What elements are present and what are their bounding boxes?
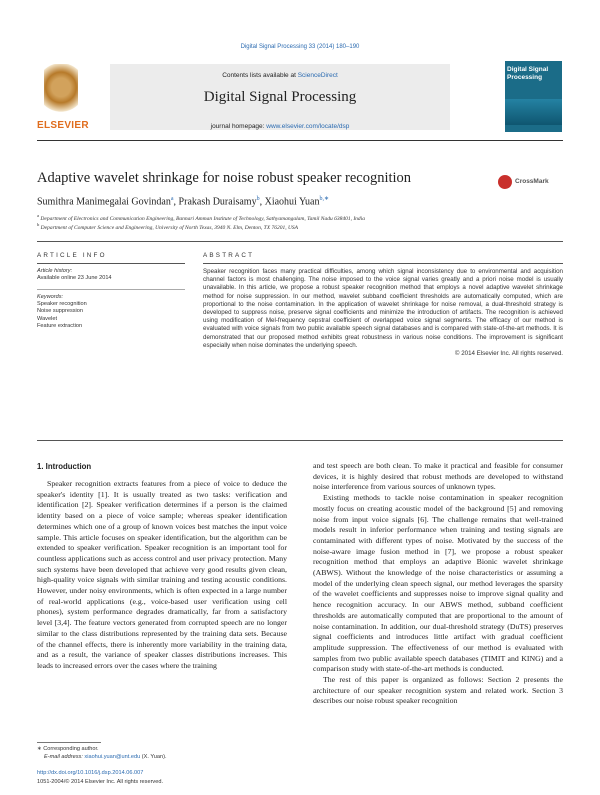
divider: [203, 263, 563, 264]
author-list: Sumithra Manimegalai Govindan$^a$, Prakash Duraisamy$^b$, Xiaohui Yuan$^{b,∗}$: [37, 196, 330, 208]
corresponding-author-note: ∗ Corresponding author.: [37, 746, 99, 752]
keyword: Speaker recognition: [37, 301, 87, 308]
homepage-link[interactable]: www.elsevier.com/locate/dsp: [266, 123, 350, 130]
divider: [37, 440, 563, 441]
body-column-right: [313, 461, 563, 707]
journal-cover-art: [505, 99, 562, 125]
crossmark-label[interactable]: CrossMark: [515, 178, 549, 185]
doi-link[interactable]: http://dx.doi.org/10.1016/j.dsp.2014.06.007: [37, 770, 144, 776]
sciencedirect-link[interactable]: ScienceDirect: [297, 72, 338, 79]
keyword: Feature extraction: [37, 322, 83, 329]
abstract-label: ABSTRACT: [203, 252, 255, 259]
article-history: Article history: Available online 23 June 2014: [37, 268, 112, 282]
keyword: Noise suppression: [37, 308, 84, 315]
abstract-body: Speaker recognition faces many practical difficulties, among which signal inconsistency due to environmental and acquisition channel factors is most challenging. The noise imposed to the voice signal varies greatly and a priori noise model is usually unavailable. In this article, we propose a robust speaker recognition method that employs a novel adaptive wavelet shrinkage method for noise suppression. In our method, wavelet subband coefficient thresholds are automatically computed, which are proportional to the noise contamination. In the application of wavelet shrinkage for noise removal, a dual-threshold strategy is developed to suppress noise, preserve signal coefficients and minimize the introduction of artifacts. The recognition is achieved using modification of Mel-frequency cepstral coefficient of overlapped voice signal segments. The efficacy of our method is evaluated with voice signals from two public available speech signal databases and is compared with state-of-the-art methods. It is demonstrated that our proposed method exhibits great robustness in various noise conditions. The improvement is significant especially when noise dominates the underlying speech. © 2014 Elsevier Inc. All rights reserved.: [203, 268, 563, 358]
email-link[interactable]: xiaohui.yuan@unt.edu: [84, 754, 141, 760]
author-name: Prakash Duraisamy: [178, 196, 257, 208]
elsevier-tree-logo: [44, 64, 78, 116]
abstract-copyright: © 2014 Elsevier Inc. All rights reserved.: [454, 350, 563, 358]
paragraph: Existing methods to tackle noise contamination in speaker recognition mostly focus on creating acoustic model of the background [5] and removing noise from input voice signals [6]. The challenge remains that well-trained models result in inferior performance when training and testing signals are contaminated with different types of noise. Motivated by the success of the noise-aware image fusion method in [7], we propose a robust speaker recognition method that employs an adaptive Bionic wavelet shrinkage (ABWS). Without the knowledge of the noise characteristics or assuming a model of the underlying clean speech signal, our method leverages the sparsity of the wavelet coefficients and suppresses noise to improve signal quality and hence recognition accuracy. In our ABWS method, subband coefficient thresholds are automatically computed that are proportional to the amount of noise contamination. In addition, our dual-threshold strategy (DuTS) preserves signal coefficients and introduces little artifact with gradual coefficient amplitude suppression. The effectiveness of our method is evaluated with samples from two public available speech databases (TIMIT and KING) and a comparison study with state-of-the-art methods is conducted.: [313, 493, 563, 674]
section-heading: 1. Introduction: [37, 462, 92, 471]
footnote-rule: [37, 742, 101, 743]
paragraph: and test speech are both clean. To make it practical and feasible for consumer devices, it is highly desired that robust methods are developed to withstand noise interference from various sources of unknown types.: [313, 461, 563, 492]
article-info-label: ARTICLE INFO: [37, 252, 107, 259]
divider: [37, 263, 185, 264]
body-column-left: [37, 479, 287, 672]
divider: [37, 289, 185, 290]
journal-reference[interactable]: Digital Signal Processing 33 (2014) 180–190: [240, 44, 360, 50]
affiliation: $^b$ Department of Computer Science and Engineering, University of North Texas, 3940 N. Elm, Denton, TX 76201, USA: [37, 222, 299, 231]
author-name: Sumithra Manimegalai Govindan: [37, 196, 171, 208]
author-affil-link[interactable]: b,∗: [319, 196, 330, 202]
keywords: Keywords: Speaker recognition Noise suppression Wavelet Feature extraction: [37, 294, 185, 330]
issn-line: 1051-2004/© 2014 Elsevier Inc. All rights reserved.: [37, 779, 164, 785]
author-affil-link[interactable]: a: [170, 196, 174, 202]
keyword: Wavelet: [37, 315, 57, 322]
email-note: E-mail address: xiaohui.yuan@unt.edu (X. Yuan).: [44, 754, 167, 760]
affiliation: $^a$ Department of Electronics and Communication Engineering, Bannari Amman Institute of Technology, Sathyamangalam, Tamil Nadu 638401, India: [37, 213, 365, 222]
crossmark-icon[interactable]: [498, 175, 512, 189]
publisher-logo-text: ELSEVIER: [37, 120, 89, 131]
article-title: Adaptive wavelet shrinkage for noise robust speaker recognition: [37, 170, 412, 186]
journal-cover-title: Digital Signal Processing: [507, 66, 549, 81]
contents-line: Contents lists available at ScienceDirect: [222, 72, 338, 79]
paragraph: Speaker recognition extracts features from a piece of voice to deduce the speaker's identity [1]. It is usually treated as two tasks: verification and identification [2]. Speaker verification determines if a person is the claimed identity based on a piece of voice sample; whereas speaker identification determines which one of a group of known voices best matches the input voice sample. This article focuses on speaker identification, but the algorithm can be extended to speaker verification. Speaker recognition is an important tool for countless applications such as access control and user privacy protection. Many such systems have been developed that achieve very good results given clean, high-quality voice signals with similar training and testing acoustic conditions. However, under noisy environments, which is often expected in a large number of real-world applications (e.g., voice-based user verification using cell phones), system performance degrades dramatically, far from a satisfactory level [3,4]. The feature vectors generated from corrupted speech are no longer similar to the class distributions represented by the training data sets. Because of the channel effects, there is inherently more variability in the training data, and as a result, the variance of speaker classes distributions increases. This leads to increased errors over the cases where the training: [37, 479, 287, 670]
author-name: Xiaohui Yuan: [264, 196, 320, 208]
paragraph: The rest of this paper is organized as follows: Section 2 presents the architecture of our speaker recognition system and related work. Section 3 describes our noise robust speaker recognition: [313, 675, 563, 706]
journal-title: Digital Signal Processing: [203, 89, 357, 105]
divider: [37, 241, 563, 242]
journal-homepage: journal homepage: www.elsevier.com/locate/dsp: [210, 123, 350, 130]
author-affil-link[interactable]: b: [256, 196, 260, 202]
